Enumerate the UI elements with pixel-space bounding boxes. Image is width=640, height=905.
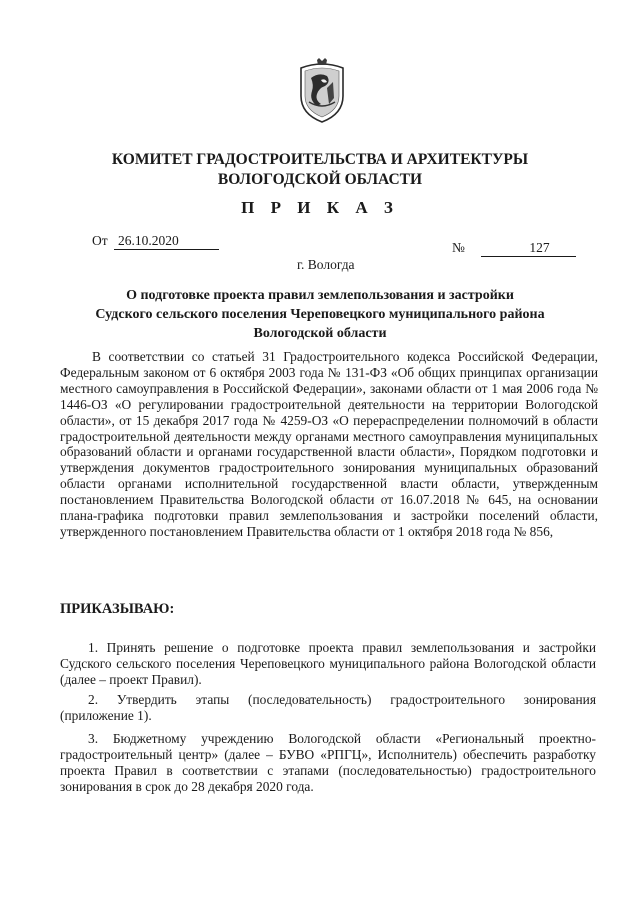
order-item: 3. Бюджетному учреждению Вологодской области «Региональный проектно-градостроительный центр» (далее – БУВО «РПГЦ», Исполнитель) обеспечить разработку проекта Правил в соответствии с этапами (последовательностью) градостроительного зонирования в срок до 28 декабря 2020 года. xyxy=(60,731,596,794)
organization-region: ВОЛОГОДСКОЙ ОБЛАСТИ xyxy=(217,171,423,188)
coat-of-arms-icon xyxy=(297,58,347,124)
document-date: 26.10.2020 xyxy=(114,233,219,250)
order-item: 1. Принять решение о подготовке проекта правил землепользования и застройки Судского сельского поселения Череповецкого муниципального района Вологодской области (далее – проект Правил). xyxy=(60,640,596,687)
subject-line: Вологодской области xyxy=(253,326,387,341)
date-label: От xyxy=(92,233,108,248)
order-heading: ПРИКАЗЫВАЮ: xyxy=(60,601,175,617)
number-label: № xyxy=(452,240,465,255)
organization-name: КОМИТЕТ ГРАДОСТРОИТЕЛЬСТВА И АРХИТЕКТУРЫ xyxy=(111,151,529,168)
subject-line: О подготовке проекта правил землепользования и застройки xyxy=(126,288,514,303)
document-city: г. Вологда xyxy=(297,257,355,272)
subject-line: Судского сельского поселения Череповецкого муниципального района xyxy=(95,307,545,322)
document-type-title: П Р И К А З xyxy=(241,198,399,217)
document-number: 127 xyxy=(481,240,576,257)
order-item: 2. Утвердить этапы (последовательность) градостроительного зонирования (приложение 1). xyxy=(60,692,596,723)
preamble-paragraph: В соответствии со статьей 31 Градостроительного кодекса Российской Федерации, Федеральным законом от 6 октября 2003 года № 131-ФЗ «Об общих принципах организации местного самоуправления в Российской Федерации», законами области от 1 мая 2006 года № 1446-ОЗ «О регулировании градостроительной деятельности на территории Вологодской области», от 15 декабря 2017 года № 4259-ОЗ «О перераспределении полномочий в области градостроительной деятельности между органами местного самоуправления муниципальных образований области и органами государственной власти области», Порядком подготовки и утверждения документов градостроительного зонирования муниципальных образований области органами исполнительной государственной власти области, утвержденным постановлением Правительства Вологодской области от 16.07.2018 № 645, на основании плана-графика подготовки правил землепользования и застройки поселений области, утвержденного постановлением Правительства области от 1 октября 2018 года № 856, xyxy=(60,349,598,539)
